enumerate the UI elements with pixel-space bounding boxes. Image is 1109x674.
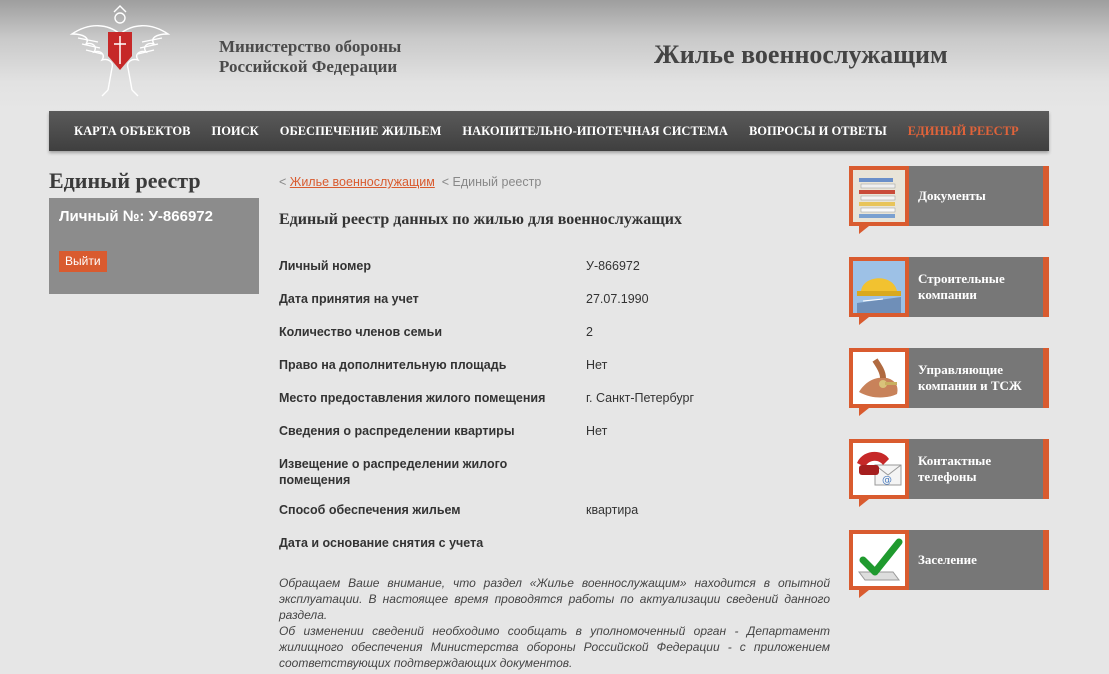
field-value: 2 <box>586 325 593 339</box>
nav-item-faq[interactable]: ВОПРОСЫ И ОТВЕТЫ <box>748 123 887 138</box>
card-construction[interactable] <box>849 257 1049 327</box>
card-label-box <box>909 348 1049 408</box>
card-label: Заселение <box>918 552 977 567</box>
sidebar-title: Единый реестр <box>49 168 201 193</box>
documents-icon <box>853 170 905 222</box>
svg-text:@: @ <box>882 475 892 486</box>
main-nav <box>49 111 1049 151</box>
field-label: Место предоставления жилого помещения <box>279 391 546 405</box>
field-label: Дата принятия на учет <box>279 292 419 306</box>
field-value: Нет <box>586 424 608 438</box>
breadcrumb <box>279 175 541 189</box>
ministry-name <box>219 37 401 77</box>
checkmark-icon <box>853 534 905 586</box>
breadcrumb-link-home[interactable]: Жилье военнослужащим <box>289 175 435 189</box>
field-label: Способ обеспечения жильем <box>279 503 461 517</box>
field-label: Личный номер <box>279 259 371 273</box>
keys-icon <box>853 352 905 404</box>
nav-item-map[interactable]: КАРТА ОБЪЕКТОВ <box>74 123 191 138</box>
nav-item-search[interactable]: ПОИСК <box>211 123 259 138</box>
nav-item-registry[interactable]: ЕДИНЫЙ РЕЕСТР <box>907 123 1019 138</box>
ministry-line-1: Министерство обороны <box>219 37 402 56</box>
field-value: квартира <box>586 503 639 517</box>
card-thumbnail <box>849 530 909 590</box>
eagle-emblem-icon <box>68 4 172 98</box>
site-title: Жилье военнослужащим <box>654 40 948 69</box>
card-label: Контактные телефоны <box>918 453 992 484</box>
personal-id: Личный №: У-866972 <box>59 208 213 225</box>
card-label: Строительные компании <box>918 271 1005 302</box>
construction-icon <box>853 261 905 313</box>
page-title: Единый реестр данных по жилью для военнослужащих <box>279 211 682 228</box>
card-tail <box>859 499 869 507</box>
card-label: Документы <box>918 188 986 203</box>
field-label: Сведения о распределении квартиры <box>279 424 515 438</box>
card-label-box <box>909 530 1049 590</box>
nav-item-mortgage[interactable]: НАКОПИТЕЛЬНО-ИПОТЕЧНАЯ СИСТЕМА <box>462 123 728 138</box>
nav-item-housing[interactable]: ОБЕСПЕЧЕНИЕ ЖИЛЬЕМ <box>279 123 442 138</box>
breadcrumb-prefix: < <box>279 175 290 189</box>
card-thumbnail <box>849 439 909 499</box>
field-value: 27.07.1990 <box>586 292 649 306</box>
card-tail <box>859 317 869 325</box>
field-value: г. Санкт-Петербург <box>586 391 695 405</box>
notice-text <box>279 575 830 671</box>
card-label-box <box>909 439 1049 499</box>
breadcrumb-current: < Единый реестр <box>441 175 542 189</box>
card-label-box <box>909 257 1049 317</box>
site-header <box>0 0 1109 110</box>
card-management[interactable] <box>849 348 1049 418</box>
field-label: Право на дополнительную площадь <box>279 358 507 372</box>
field-label: Дата и основание снятия с учета <box>279 536 484 550</box>
phone-icon <box>853 443 905 495</box>
card-tail <box>859 590 869 598</box>
ministry-line-2: Российской Федерации <box>219 57 398 76</box>
card-label: Управляющие компании и ТСЖ <box>918 362 1022 393</box>
card-thumbnail <box>849 257 909 317</box>
user-panel <box>49 198 259 294</box>
notice-paragraph-2: Об изменении сведений необходимо сообщать в уполномоченный орган - Департамент жилищного обеспечения Министерства обороны Российской Федерации - с приложением соответствующих подтверждающих документов. <box>279 624 830 670</box>
card-settlement[interactable] <box>849 530 1049 600</box>
field-value: Нет <box>586 358 608 372</box>
field-value: У-866972 <box>586 259 640 273</box>
card-thumbnail <box>849 348 909 408</box>
card-documents[interactable] <box>849 166 1049 236</box>
notice-paragraph-1: Обращаем Ваше внимание, что раздел «Жилье военнослужащим» находится в опытной эксплуатации. В настоящее время проводятся работы по актуализации сведений данного раздела. <box>279 576 830 622</box>
field-label: Количество членов семьи <box>279 325 443 339</box>
card-tail <box>859 226 869 234</box>
card-label-box <box>909 166 1049 226</box>
card-tail <box>859 408 869 416</box>
logout-button[interactable]: Выйти <box>59 251 107 272</box>
card-thumbnail <box>849 166 909 226</box>
card-contacts[interactable] <box>849 439 1049 509</box>
field-label: Извещение о распределении жилого помещения <box>279 457 508 487</box>
